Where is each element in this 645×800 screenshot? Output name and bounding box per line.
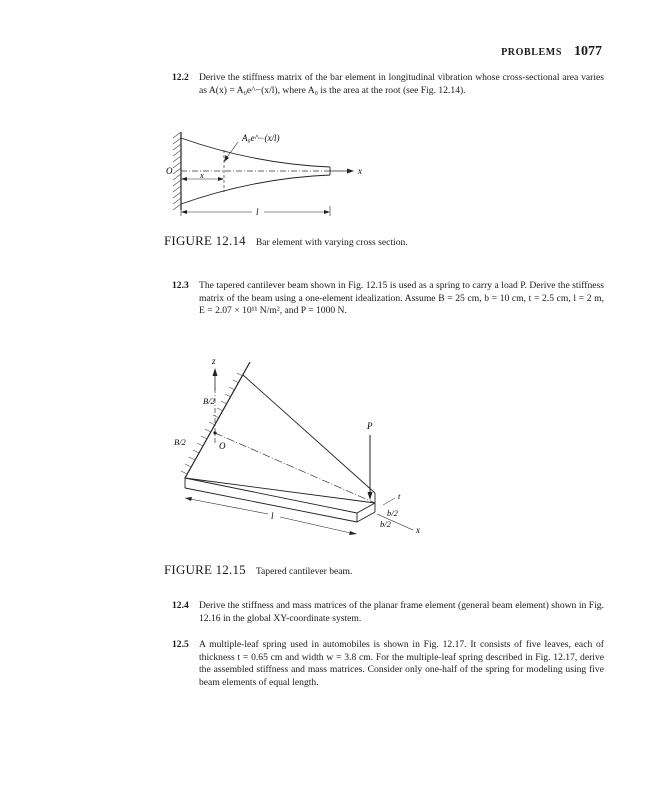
problem-text: The tapered cantilever beam shown in Fig. 12.15 is used as a spring to carry a load P. Derive the stiffness matrix of the beam using a one-element idealization. Assume B = 25 cm, b = 10 cm, t = 2.5 cm, l = 2 m, E = 2.07 × 10¹¹ N/m², and P = 1000 N.: [199, 280, 604, 317]
length-label: l: [271, 511, 274, 521]
x-axis-label: x: [416, 525, 420, 535]
problem-number: 12.4: [172, 600, 189, 611]
problem-number: 12.3: [172, 280, 189, 291]
caption-text: Bar element with varying cross section.: [255, 237, 408, 248]
caption-text: Tapered cantilever beam.: [255, 566, 353, 577]
problem-text: Derive the stiffness matrix of the bar element in longitudinal vibration whose cross-sectional area varies as A(x) = A₀e^−(x/l), where A₀ is the area at the root (see Fig. 12.14).: [199, 72, 604, 96]
b-half-top-label: B/2: [203, 396, 215, 406]
problem-text: Derive the stiffness and mass matrices of the planar frame element (general beam element) shown in Fig. 12.16 in the global XY-coordinate system.: [199, 600, 604, 624]
figure-label: FIGURE 12.14: [164, 233, 246, 248]
problem-12-3: [172, 280, 604, 318]
figure-12-14: [160, 122, 380, 224]
origin-label: O: [219, 441, 226, 451]
b-half-label-1: b/2: [387, 508, 398, 518]
problem-12-5: [172, 639, 604, 689]
b-half-label-2: b/2: [380, 519, 391, 529]
figure-label: FIGURE 12.15: [164, 562, 246, 577]
x-axis-label: x: [358, 166, 362, 176]
x-dimension-label: x: [200, 170, 204, 180]
load-label: P: [367, 421, 373, 431]
z-axis-label: z: [212, 356, 216, 366]
area-label: A₀e^−(x/l): [242, 133, 280, 143]
problem-12-2: [172, 72, 604, 97]
problem-number: 12.5: [172, 639, 189, 650]
figure-12-14-caption: [164, 233, 408, 249]
b-half-bottom-label: B/2: [174, 437, 186, 447]
problem-text: A multiple-leaf spring used in automobiles is shown in Fig. 12.17. It consists of five leaves, each of thickness t = 0.65 cm and width w = 3.8 cm. For the multiple-leaf spring described in Fig. 12.17, derive the assembled stiffness and mass matrices. Consider only one-half of the spring for modeling using five beam elements of equal length.: [199, 639, 604, 688]
page-number: 1077: [574, 44, 602, 59]
length-label: l: [256, 207, 259, 217]
problem-number: 12.2: [172, 72, 189, 83]
figure-12-15: [165, 350, 435, 555]
header-label: PROBLEMS: [501, 47, 562, 58]
problem-12-4: [172, 600, 604, 625]
page-header: [501, 44, 602, 60]
origin-label: O: [166, 166, 173, 176]
thickness-label: t: [398, 491, 401, 501]
figure-12-15-caption: [164, 562, 352, 578]
